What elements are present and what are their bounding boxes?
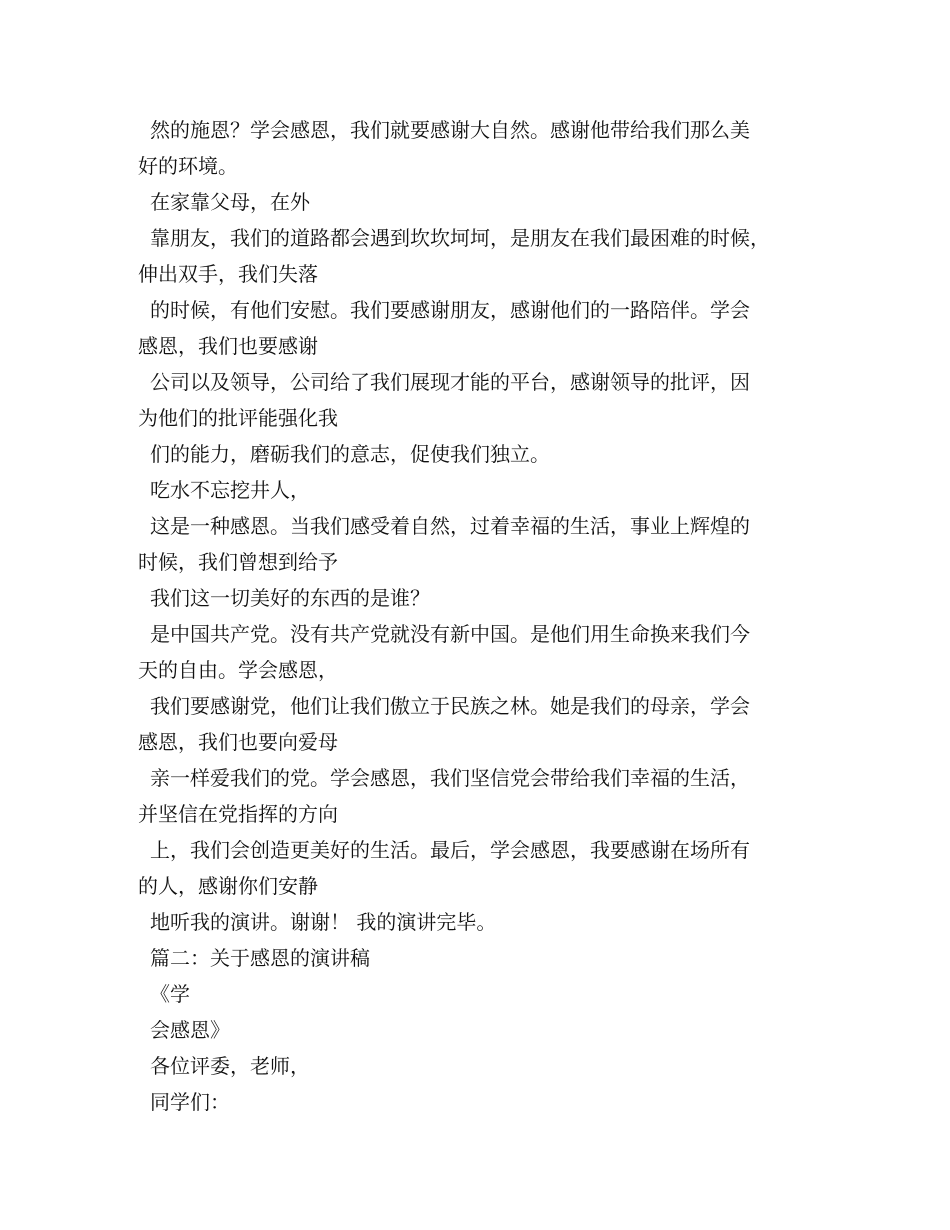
text-line: 好的环境。 — [138, 154, 238, 178]
text-line: 靠朋友，我们的道路都会遇到坎坎坷坷，是朋友在我们最困难的时候， — [150, 226, 770, 250]
title-line: 会感恩》 — [150, 1018, 230, 1042]
text-line: 在家靠父母，在外 — [150, 190, 310, 214]
text-line: 们的能力，磨砺我们的意志，促使我们独立。 — [150, 442, 550, 466]
text-line: 是中国共产党。没有共产党就没有新中国。是他们用生命换来我们今 — [150, 622, 750, 646]
text-line: 上，我们会创造更美好的生活。最后，学会感恩，我要感谢在场所有 — [150, 838, 750, 862]
greeting-line: 各位评委，老师， — [150, 1054, 310, 1078]
document-body — [138, 112, 838, 1120]
text-line: 地听我的演讲。谢谢！ 我的演讲完毕。 — [150, 910, 497, 934]
text-line: 公司以及领导，公司给了我们展现才能的平台，感谢领导的批评，因 — [150, 370, 750, 394]
text-line: 并坚信在党指挥的方向 — [138, 802, 338, 826]
greeting-line: 同学们： — [150, 1090, 230, 1114]
text-line: 感恩，我们也要感谢 — [138, 334, 318, 358]
text-line: 这是一种感恩。当我们感受着自然，过着幸福的生活，事业上辉煌的 — [150, 514, 750, 538]
text-line: 亲一样爱我们的党。学会感恩，我们坚信党会带给我们幸福的生活， — [150, 766, 750, 790]
text-line: 为他们的批评能强化我 — [138, 406, 338, 430]
text-line: 伸出双手，我们失落 — [138, 262, 318, 286]
text-line: 的时候，有他们安慰。我们要感谢朋友，感谢他们的一路陪伴。学会 — [150, 298, 750, 322]
section-heading: 篇二：关于感恩的演讲稿 — [150, 946, 370, 970]
text-line: 然的施恩？学会感恩，我们就要感谢大自然。感谢他带给我们那么美 — [150, 118, 750, 142]
title-line: 《学 — [150, 982, 190, 1006]
text-line: 吃水不忘挖井人， — [150, 478, 310, 502]
text-line: 感恩，我们也要向爱母 — [138, 730, 338, 754]
text-line: 我们要感谢党，他们让我们傲立于民族之林。她是我们的母亲，学会 — [150, 694, 750, 718]
text-line: 的人，感谢你们安静 — [138, 874, 318, 898]
text-line: 我们这一切美好的东西的是谁？ — [150, 586, 430, 610]
text-line: 天的自由。学会感恩， — [138, 658, 338, 682]
text-line: 时候，我们曾想到给予 — [138, 550, 338, 574]
